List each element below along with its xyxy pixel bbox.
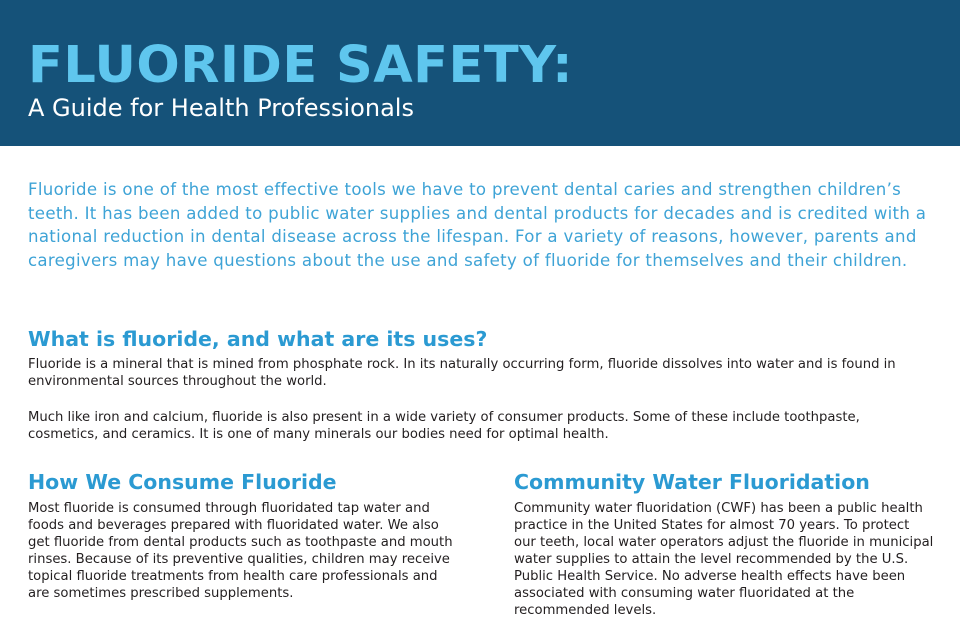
section-heading-community-water: Community Water Fluoridation	[514, 470, 870, 494]
page-title: FLUORIDE SAFETY:	[28, 36, 574, 95]
header-banner	[0, 0, 960, 146]
column-how-we-consume	[28, 467, 460, 602]
column-paragraph: Community water fluoridation (CWF) has been a public health practice in the United States for almost 70 years. To protect our teeth, local water operators adjust the fluoride in municipal water supplies to attain the level recommended by the U.S. Public Health Service. No adverse health effects have been associated with consuming water fluoridated at the recommended levels.	[514, 501, 934, 618]
column-community-water	[514, 467, 934, 619]
column-paragraph: Most fluoride is consumed through fluoridated tap water and foods and beverages prepared with fluoridated water. We also get fluoride from dental products such as toothpaste and mouth rinses. Because of its preventive qualities, children may receive topical fluoride treatments from health care professionals and are sometimes prescribed supplements.	[28, 501, 453, 601]
section-paragraph: Fluoride is a mineral that is mined from phosphate rock. In its naturally occurring form, fluoride dissolves into water and is found in environmental sources throughout the world.	[28, 357, 896, 389]
section-paragraph: Much like iron and calcium, fluoride is also present in a wide variety of consumer products. Some of these include toothpaste, cosmetics, and ceramics. It is one of many minerals our bodies need for optimal health.	[28, 410, 860, 442]
section-heading-how-we-consume: How We Consume Fluoride	[28, 470, 337, 494]
intro-paragraph: Fluoride is one of the most effective tools we have to prevent dental caries and strengthen children’s teeth. It has been added to public water supplies and dental products for decades and is credited with a national reduction in dental disease across the lifespan. For a variety of reasons, however, parents and caregivers may have questions about the use and safety of fluoride for themselves and their children.	[28, 180, 927, 270]
page-subtitle: A Guide for Health Professionals	[28, 94, 414, 122]
section-heading-what-is-fluoride: What is fluoride, and what are its uses?	[28, 327, 488, 351]
